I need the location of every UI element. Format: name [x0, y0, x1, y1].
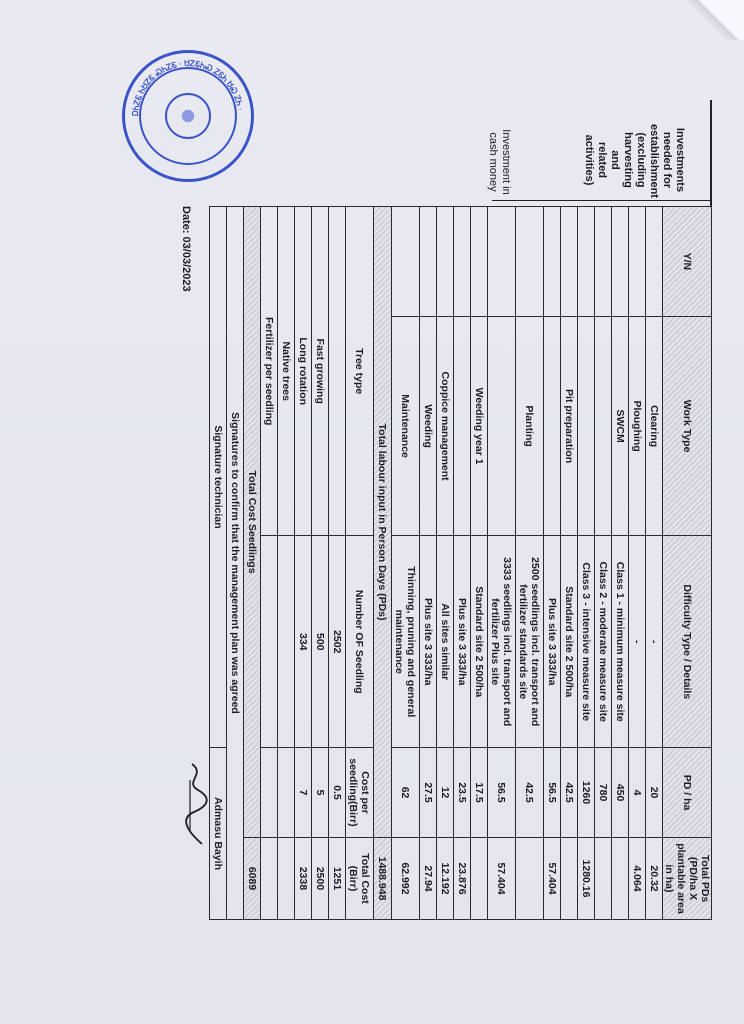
cash-header-row — [346, 207, 374, 920]
work-cell: Maintenance — [392, 316, 420, 536]
table-row — [471, 207, 488, 920]
detail-cell: Class 1 - minimum measure site — [612, 536, 629, 748]
pd-cell: 20 — [646, 748, 663, 838]
total-cell — [516, 838, 544, 920]
labour-total-value: 1488.948 — [374, 838, 392, 920]
page-fold-corner — [684, 0, 744, 40]
pd-cell: 23.5 — [454, 748, 471, 838]
total-cell: 20.32 — [646, 838, 663, 920]
total-cost-cell: 1251 — [329, 838, 346, 920]
table-row — [392, 207, 420, 920]
total-cell: 57.404 — [544, 838, 561, 920]
tree-type-cell: Fertilizer per seedling — [261, 207, 278, 536]
pd-cell: 56.5 — [544, 748, 561, 838]
total-cost-cell: 2338 — [295, 838, 312, 920]
number-cell: 2502 — [329, 536, 346, 748]
total-cell — [612, 838, 629, 920]
pd-cell: 450 — [612, 748, 629, 838]
work-cell — [578, 316, 595, 536]
technician-label: Signature technician — [210, 207, 227, 748]
labour-header-row — [663, 207, 712, 920]
header-total-cost: Total Cost (Birr) — [346, 838, 374, 920]
number-cell — [261, 536, 278, 748]
total-cell: 57.404 — [488, 838, 516, 920]
detail-cell: 2500 seedlings incl. transport and fertilizer standards site — [516, 536, 544, 748]
cost-cell: 0.5 — [329, 748, 346, 838]
total-cell: 27.94 — [420, 838, 437, 920]
cash-money-label: Investment in cash money — [487, 129, 512, 195]
detail-cell: Plus site 3 333/ha — [420, 536, 437, 748]
detail-cell: - — [646, 536, 663, 748]
work-cell — [544, 316, 561, 536]
header-total-pds: Total PDs (PD/ha X plantable area in ha) — [663, 838, 712, 920]
work-cell — [488, 316, 516, 536]
header-cost-per-seedling: Cost per seedling(Birr) — [346, 748, 374, 838]
total-cell — [595, 838, 612, 920]
tree-type-cell: Native trees — [278, 207, 295, 536]
cash-total-row — [244, 207, 261, 920]
pd-cell: 42.5 — [561, 748, 578, 838]
cost-cell — [261, 748, 278, 838]
header-pd-ha: PD / ha — [663, 748, 712, 838]
table-row — [329, 207, 346, 920]
handwritten-signature — [180, 760, 212, 850]
header-difficulty: Difficulty Type / Details — [663, 536, 712, 748]
labour-total-row — [374, 207, 392, 920]
signatures-label: Signatures to confirm that the management plan was agreed — [227, 207, 244, 920]
total-cost-cell — [261, 838, 278, 920]
header-yn: Y/N — [663, 207, 712, 317]
work-cell: Weeding year 1 — [471, 316, 488, 536]
cost-cell — [278, 748, 295, 838]
table-row — [295, 207, 312, 920]
work-cell: Coppice management — [437, 316, 454, 536]
work-cell: Weeding — [420, 316, 437, 536]
pd-cell: 42.5 — [516, 748, 544, 838]
detail-cell: Class 2 - moderate measure site — [595, 536, 612, 748]
table-row — [261, 207, 278, 920]
work-cell: Ploughing — [629, 316, 646, 536]
pd-cell: 56.5 — [488, 748, 516, 838]
table-row — [544, 207, 561, 920]
cost-cell: 7 — [295, 748, 312, 838]
rotated-document — [172, 120, 712, 920]
table-row — [312, 207, 329, 920]
detail-cell: - — [629, 536, 646, 748]
total-cell: 23.876 — [454, 838, 471, 920]
detail-cell: Plus site 3 333/ha — [454, 536, 471, 748]
signature-row — [227, 207, 244, 920]
total-cell: 62.992 — [392, 838, 420, 920]
pd-cell: 780 — [595, 748, 612, 838]
detail-cell: Standard site 2 500/ha — [561, 536, 578, 748]
pd-cell: 27.5 — [420, 748, 437, 838]
header-number-seedling: Number OF Seedling — [346, 536, 374, 748]
detail-cell: Standard site 2 500/ha — [471, 536, 488, 748]
work-cell — [595, 316, 612, 536]
work-cell: SWCM — [612, 316, 629, 536]
total-cell: 1280.16 — [578, 838, 595, 920]
labour-total-label: Total labour input in Person Days (PDs) — [374, 207, 392, 838]
table-row — [278, 207, 295, 920]
table-row — [646, 207, 663, 920]
detail-cell: Plus site 3 333/ha — [544, 536, 561, 748]
cash-total-value: 6089 — [244, 838, 261, 920]
cost-cell: 5 — [312, 748, 329, 838]
total-cost-cell: 2500 — [312, 838, 329, 920]
labour-table — [209, 206, 712, 920]
number-cell — [278, 536, 295, 748]
table-row — [420, 207, 437, 920]
total-cell — [471, 838, 488, 920]
total-cell: 4.064 — [629, 838, 646, 920]
date-label: Date: 03/03/2023 — [180, 206, 192, 292]
investments-label: Investments needed for establishment (excluding harvesting and related activities) — [583, 124, 686, 198]
cash-total-label: Total Cost Seedlings — [244, 207, 261, 838]
table-row — [578, 207, 595, 920]
pd-cell: 4 — [629, 748, 646, 838]
work-cell: Planting — [516, 316, 544, 536]
detail-cell: Class 3 - intensive measure site — [578, 536, 595, 748]
work-cell: Clearing — [646, 316, 663, 536]
pd-cell: 1260 — [578, 748, 595, 838]
pd-cell: 62 — [392, 748, 420, 838]
detail-cell: 3333 seedlings incl. transport and fertilizer Plus site — [488, 536, 516, 748]
table-row — [437, 207, 454, 920]
side-labels — [492, 120, 712, 201]
table-row — [629, 207, 646, 920]
table-row — [488, 207, 516, 920]
technician-name: Admasu Bayih — [210, 748, 227, 920]
tree-type-cell — [329, 207, 346, 536]
technician-row — [210, 207, 227, 920]
table-row — [612, 207, 629, 920]
detail-cell: Thinning, pruning and general maintenance — [392, 536, 420, 748]
header-work-type: Work Type — [663, 316, 712, 536]
total-cell — [561, 838, 578, 920]
number-cell: 334 — [295, 536, 312, 748]
total-cost-cell — [278, 838, 295, 920]
work-cell: Pit preparation — [561, 316, 578, 536]
total-cell: 12.192 — [437, 838, 454, 920]
table-row — [516, 207, 544, 920]
table-row — [595, 207, 612, 920]
number-cell: 500 — [312, 536, 329, 748]
table-row — [454, 207, 471, 920]
pd-cell: 12 — [437, 748, 454, 838]
work-cell — [454, 316, 471, 536]
tree-type-cell: Fast growing — [312, 207, 329, 536]
svg-text:ᎠᏂᏃᏋ ᏂᏌᏃᏋ ᏍᏂᏃᏋ · ᏌᏃᏋᏂᏍ ᏃᏋᏂ ᏌᏍ: ᎠᏂᏃᏋ ᏂᏌᏃᏋ ᏍᏂᏃᏋ · ᏌᏃᏋᏂᏍ ᏃᏋᏂ ᏌᏍ ᏃᏂ · — [130, 58, 245, 117]
header-tree-type: Tree type — [346, 207, 374, 536]
detail-cell: All sites similar — [437, 536, 454, 748]
pd-cell: 17.5 — [471, 748, 488, 838]
table-row — [561, 207, 578, 920]
tree-type-cell: Long rotation — [295, 207, 312, 536]
